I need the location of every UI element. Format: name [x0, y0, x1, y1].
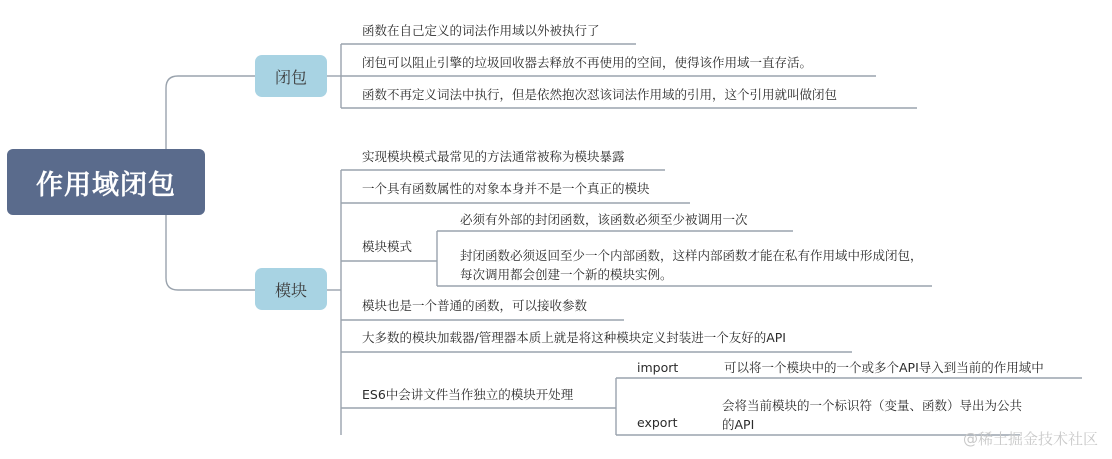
es6-export-desc: 会将当前模块的一个标识符（变量、函数）导出为公共的API: [722, 398, 1023, 432]
branch-module[interactable]: 模块: [255, 268, 327, 310]
es6-export-keyword: export: [637, 415, 678, 430]
module-pattern-label: 模块模式: [362, 239, 413, 254]
module-pattern-item-1: 必须有外部的封闭函数，该函数必须至少被调用一次: [460, 212, 748, 227]
module-item-4: 大多数的模块加载器/管理器本质上就是将这种模块定义封装进一个友好的API: [362, 330, 786, 345]
module-pattern-item-2: 封闭函数必须返回至少一个内部函数，这样内部函数才能在私有作用域中形成闭包，每次调用都会创建一个新的模块实例。: [460, 248, 923, 282]
closure-item-1: 函数在自己定义的词法作用域以外被执行了: [362, 23, 600, 38]
es6-label: ES6中会讲文件当作独立的模块开处理: [362, 387, 574, 402]
es6-import-keyword: import: [637, 360, 679, 375]
closure-item-3: 函数不再定义词法中执行，但是依然抱次怼该词法作用域的引用，这个引用就叫做闭包: [362, 87, 838, 102]
es6-import-desc: 可以将一个模块中的一个或多个API导入到当前的作用域中: [724, 360, 1044, 375]
branch-closure[interactable]: 闭包: [255, 55, 327, 97]
module-item-1: 实现模块模式最常见的方法通常被称为模块暴露: [362, 149, 625, 164]
module-item-3: 模块也是一个普通的函数，可以接收参数: [362, 298, 588, 313]
root-node[interactable]: 作用域闭包: [7, 149, 205, 215]
watermark-text: @稀土掘金技术社区: [962, 430, 1098, 448]
closure-item-2: 闭包可以阻止引擎的垃圾回收器去释放不再使用的空间，使得该作用域一直存活。: [362, 55, 813, 70]
module-item-2: 一个具有函数属性的对象本身并不是一个真正的模块: [362, 181, 650, 196]
